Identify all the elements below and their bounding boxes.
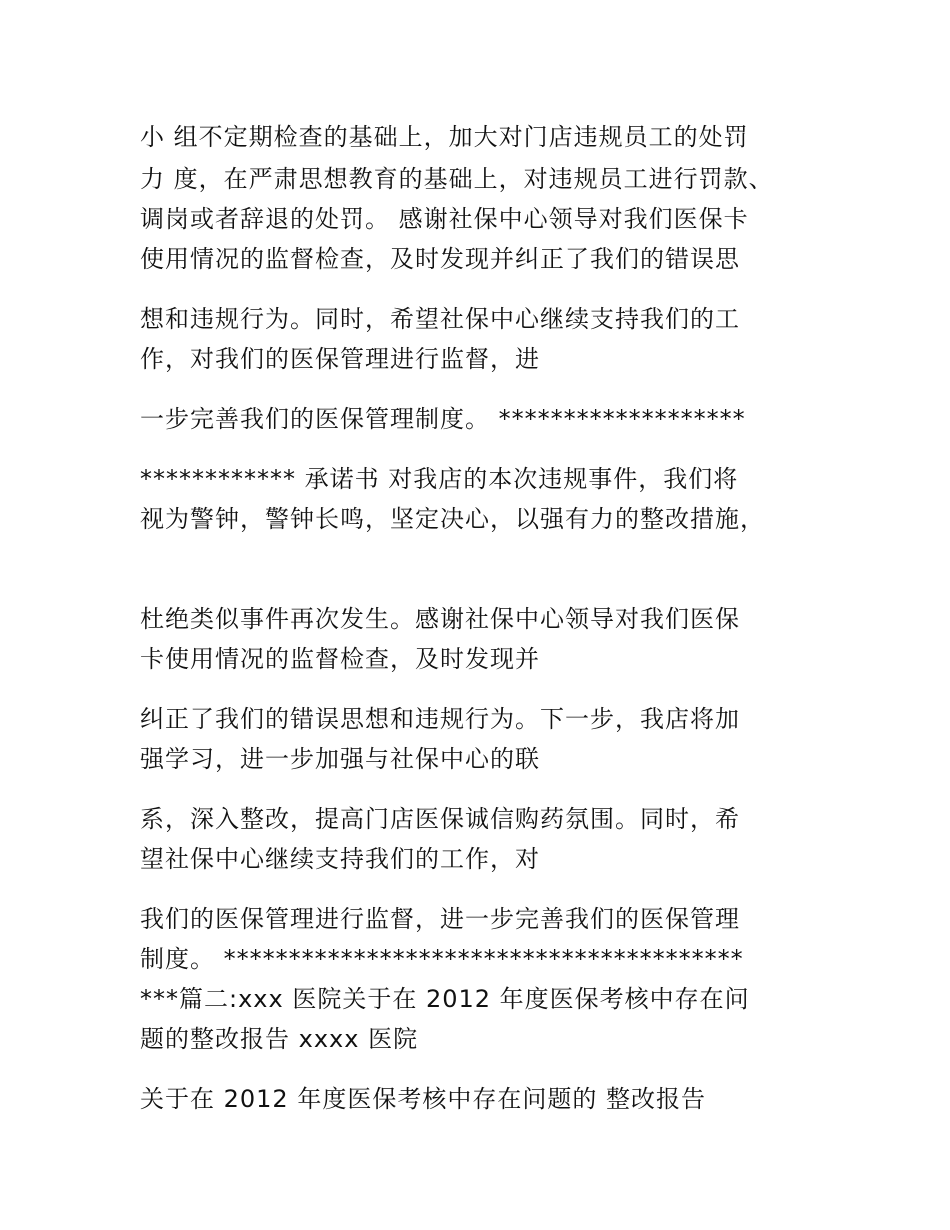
text-line: 视为警钟，警钟长鸣，坚定决心，以强有力的整改措施， [140,505,765,533]
text-line: ************ 承诺书 对我店的本次违规事件，我们将 [140,465,739,493]
text-line: 使用情况的监督检查，及时发现并纠正了我们的错误思 [140,245,740,273]
text-line: 作，对我们的医保管理进行监督，进 [140,345,540,373]
text-line: 系，深入整改，提高门店医保诚信购药氛围。同时，希 [140,805,740,833]
text-line: 题的整改报告 xxxx 医院 [140,1025,419,1053]
text-line: 我们的医保管理进行监督，进一步完善我们的医保管理 [140,905,740,933]
text-line: 小 组不定期检查的基础上，加大对门店违规员工的处罚 [140,123,749,151]
text-line: 制度。 **************************************** [140,945,744,973]
text-line: 调岗或者辞退的处罚。 感谢社保中心领导对我们医保卡 [140,205,749,233]
text-line: 关于在 2012 年度医保考核中存在问题的 整改报告 [140,1085,706,1113]
text-line: 杜绝类似事件再次发生。感谢社保中心领导对我们医保 [140,605,740,633]
text-line: 一步完善我们的医保管理制度。 ******************* [140,405,746,433]
text-line: 强学习，进一步加强与社保中心的联 [140,745,540,773]
text-line: 力 度，在严肃思想教育的基础上，对违规员工进行罚款、 [140,165,774,193]
text-line: 卡使用情况的监督检查，及时发现并 [140,645,540,673]
text-line: ***篇二:xxx 医院关于在 2012 年度医保考核中存在问 [140,985,750,1013]
text-line: 望社保中心继续支持我们的工作，对 [140,845,540,873]
text-line: 想和违规行为。同时，希望社保中心继续支持我们的工 [140,305,740,333]
text-line: 纠正了我们的错误思想和违规行为。下一步，我店将加 [140,705,740,733]
